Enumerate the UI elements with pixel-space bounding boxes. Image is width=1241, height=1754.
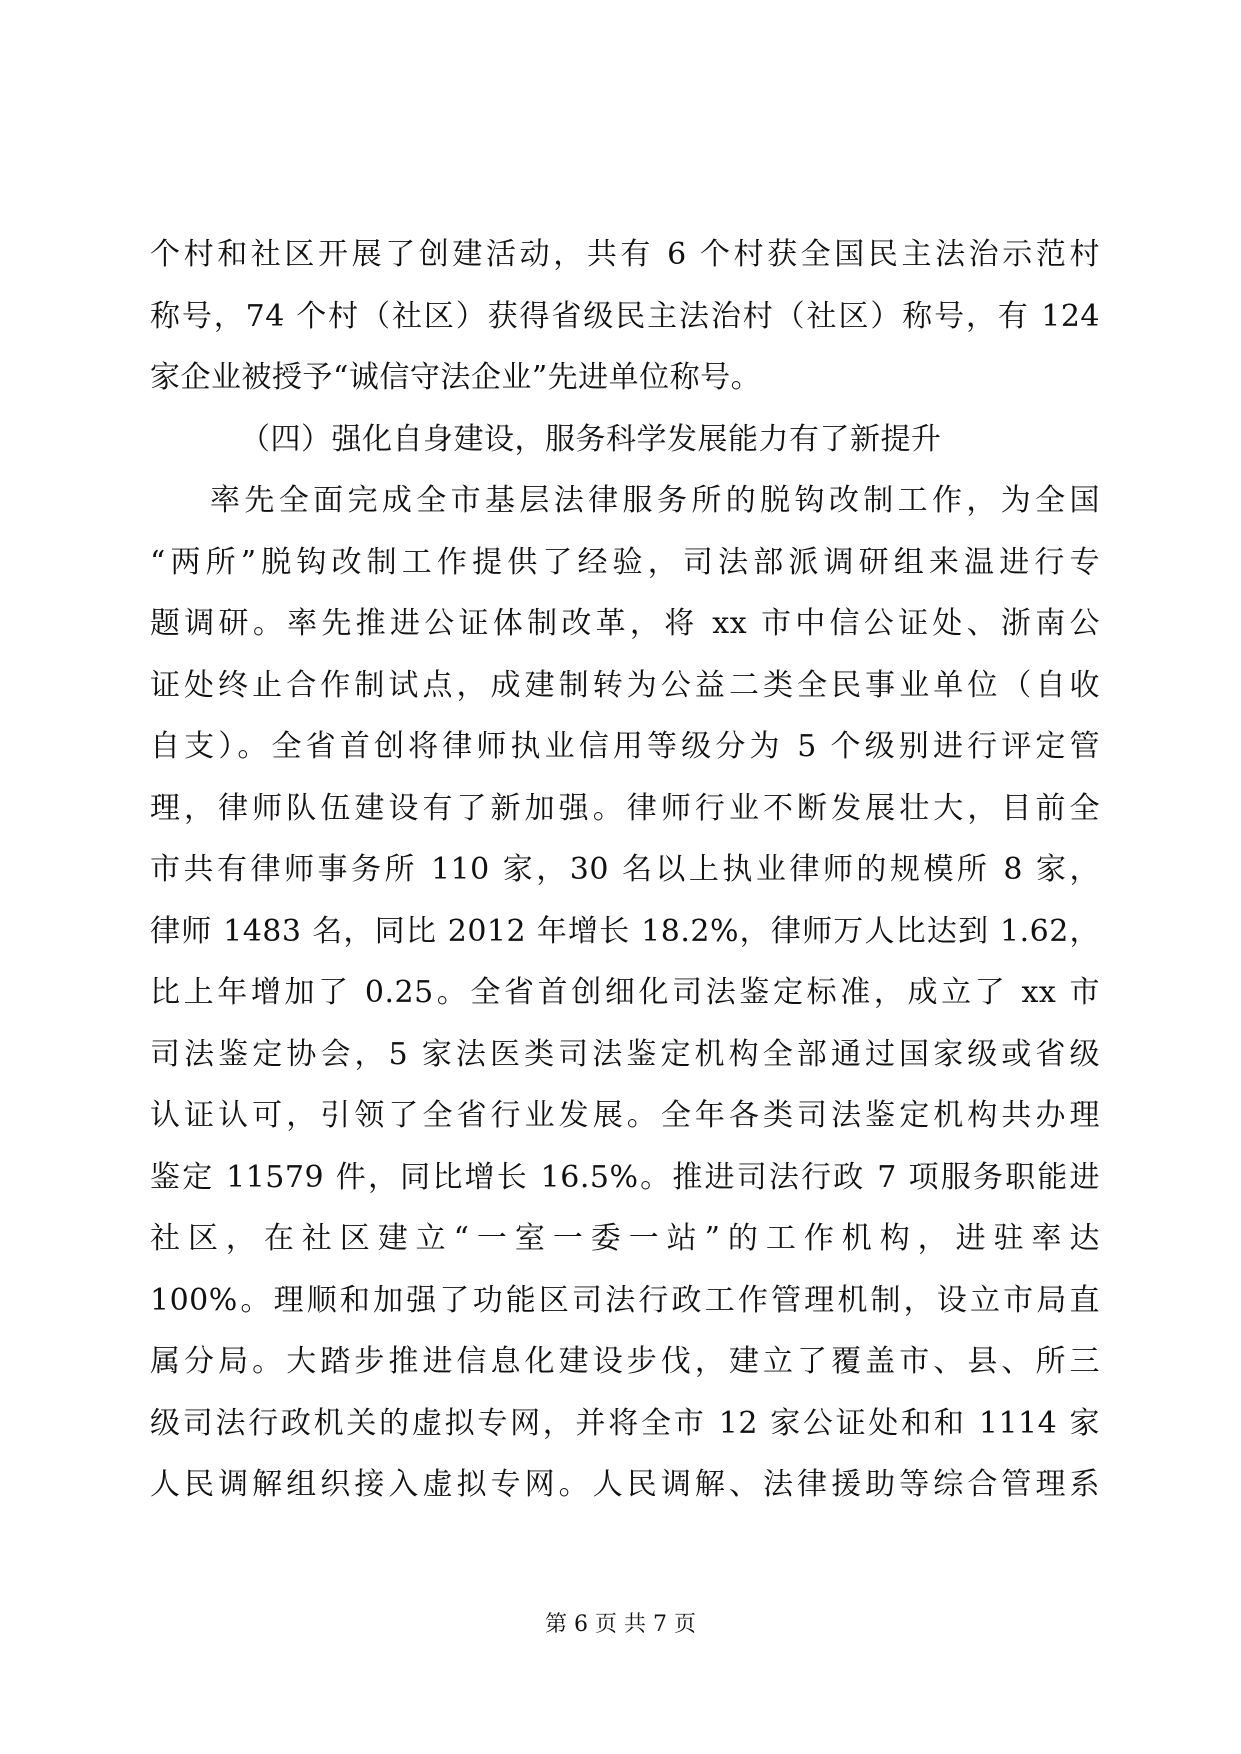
text-line: 题调研。率先推进公证体制改革，将 xx 市中信公证处、浙南公 (150, 606, 1100, 641)
text-line: 社区，在社区建立“一室一委一站”的工作机构，进驻率达 (150, 1221, 1100, 1256)
text-line: 级司法行政机关的虚拟专网，并将全市 12 家公证处和和 1114 家 (150, 1405, 1100, 1441)
text-line: 人民调解组织接入虚拟专网。人民调解、法律援助等综合管理系 (150, 1467, 1100, 1502)
text-line: 市共有律师事务所 110 家，30 名以上执业律师的规模所 8 家， (150, 852, 1100, 887)
text-line: 称号，74 个村（社区）获得省级民主法治村（社区）称号，有 124 (150, 298, 1100, 334)
text-line: 认证认可，引领了全省行业发展。全年各类司法鉴定机构共办理 (150, 1098, 1100, 1133)
text-line: 比上年增加了 0.25。全省首创细化司法鉴定标准，成立了 xx 市 (150, 975, 1100, 1010)
section-heading: （四）强化自身建设，服务科学发展能力有了新提升 (240, 421, 942, 457)
text-line: 率先全面完成全市基层法律服务所的脱钩改制工作，为全国 (210, 483, 1100, 518)
text-line: 自支）。全省首创将律师执业信用等级分为 5 个级别进行评定管 (150, 729, 1100, 764)
text-line: 属分局。大踏步推进信息化建设步伐，建立了覆盖市、县、所三 (150, 1344, 1100, 1379)
text-line: “两所”脱钩改制工作提供了经验，司法部派调研组来温进行专 (150, 544, 1100, 580)
text-line: 个村和社区开展了创建活动，共有 6 个村获全国民主法治示范村 (150, 237, 1100, 272)
document-body (150, 224, 1100, 1516)
text-line: 100%。理顺和加强了功能区司法行政工作管理机制，设立市局直 (150, 1282, 1100, 1318)
text-line: 律师 1483 名，同比 2012 年增长 18.2%，律师万人比达到 1.62， (150, 913, 1100, 949)
page-number-footer: 第 6 页 共 7 页 (545, 1612, 696, 1637)
text-line: 证处终止合作制试点，成建制转为公益二类全民事业单位（自收 (150, 667, 1100, 703)
text-line: 司法鉴定协会，5 家法医类司法鉴定机构全部通过国家级或省级 (150, 1036, 1100, 1072)
text-line: 鉴定 11579 件，同比增长 16.5%。推进司法行政 7 项服务职能进 (150, 1159, 1100, 1195)
text-line: 理，律师队伍建设有了新加强。律师行业不断发展壮大，目前全 (150, 790, 1100, 826)
text-line: 家企业被授予“诚信守法企业”先进单位称号。 (150, 360, 762, 395)
